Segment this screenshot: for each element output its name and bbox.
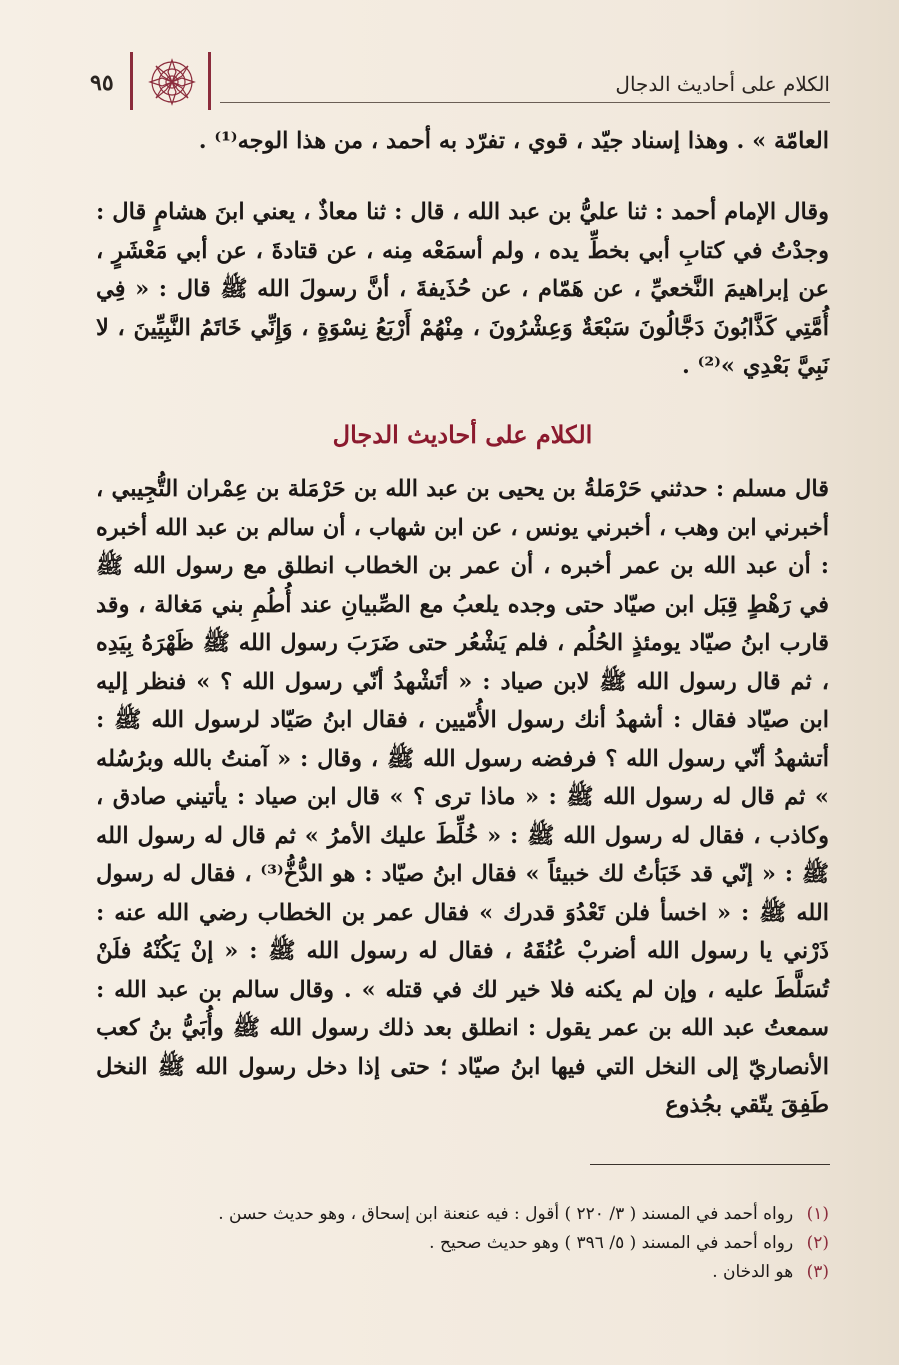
footnote-separator: [590, 1164, 830, 1165]
footnote-text: هو الدخان .: [712, 1262, 794, 1282]
main-paragraph: قال مسلم : حدثني حَرْمَلةُ بن يحيى بن عبد الله بن حَرْمَلة بن عِمْران التُّجِيبي ، أخبرني ابن وهب ، أخبرني يونس ، عن ابن شهاب ، أن سالم بن عبد الله أخبره : أن عبد الله بن عمر أخبره ، أن عمر بن الخطاب انطلق مع رسول الله ﷺ في رَهْطٍ قِبَل ابن صيّاد حتى وجده يلعبُ مع الصِّبيانِ عند أُطُمِ بني مَغالة ، وقد قارب ابنُ صيّاد يومئذٍ الحُلُم ، فلم يَشْعُر حتى ضَرَبَ رسول الله ﷺ ظَهْرَهُ بِيَدِه ، ثم قال رسول الله ﷺ لابن صياد : « أتَشْهدُ أنّي رسول الله ؟ » فنظر إليه ابن صيّاد فقال : أشهدُ أنك رسول الأُمّيين ، فقال ابنُ صَيّاد لرسول الله ﷺ : أتشهدُ أنّي رسول الله ؟ فرفضه رسول الله ﷺ ، وقال : « آمنتُ بالله وبرُسُله » ثم قال له رسول الله ﷺ : « ماذا ترى ؟ » قال ابن صياد : يأتيني صادق ، وكاذب ، فقال له رسول الله ﷺ : « خُلِّطَ عليك الأمرُ » ثم قال له رسول الله ﷺ : « إنّي قد خَبَأتُ لك خبيئاً » فقال ابنُ صيّاد : هو الدُّخُّ⁽³⁾ ، فقال له رسول الله ﷺ : « اخسأ فلن تَعْدُوَ قدرك » فقال عمر بن الخطاب رضي الله عنه : ذَرْني يا رسول الله أضربْ عُنُقَهُ ، فقال له رسول الله ﷺ : « إنْ يَكُنْهُ فلَنْ تُسَلَّطَ عليه ، وإن لم يكنه فلا خير لك في قتله » . وقال سالم بن عبد الله : سمعتُ عبد الله بن عمر يقول : انطلق بعد ذلك رسول الله ﷺ وأُبَيُّ بنُ كعب الأنصاريّ إلى النخل التي فيها ابنُ صيّاد ؛ حتى إذا دخل رسول الله ﷺ النخل طَفِقَ يتّقي بجُذوع: [96, 476, 830, 1118]
footnote-2: [96, 1229, 829, 1258]
footnote-number: (٣): [806, 1262, 829, 1282]
paragraph-2: وقال الإمام أحمد : ثنا عليُّ بن عبد الله ، قال : ثنا معاذٌ ، يعني ابنَ هشامٍ قال : وجدْتُ في كتابِ أبي بخطِّ يده ، ولم أسمَعْه مِنه ، عن قتادةَ ، عن أبي مَعْشَرٍ ، عن إبراهيمَ النَّخعيِّ ، عن هَمّام ، عن حُذَيفةَ ، أنَّ رسولَ الله ﷺ قال : « فِي أُمَّتِي كَذَّابُونَ دَجَّالُونَ سَبْعَةٌ وَعِشْرُونَ ، مِنْهُمْ أَرْبَعُ نِسْوَةٍ ، وَإِنِّي خَاتَمُ النَّبِيِّينَ ، لا نَبِيَّ بَعْدِي »⁽²⁾ .: [96, 199, 829, 379]
footnote-3: [96, 1258, 829, 1287]
footnote-1: [96, 1200, 829, 1229]
header-rule: [220, 102, 830, 103]
paragraph-1: العامّة » . وهذا إسناد جيّد ، قوي ، تفرّد به أحمد ، من هذا الوجه⁽¹⁾ .: [198, 128, 829, 154]
header-divider-left: [130, 52, 133, 110]
running-title: الكلام على أحاديث الدجال: [615, 72, 830, 96]
footnote-text: رواه أحمد في المسند ( ٥/ ٣٩٦ ) وهو حديث صحيح .: [429, 1233, 794, 1253]
page-number: ٩٥: [90, 70, 114, 96]
footnote-number: (١): [806, 1204, 829, 1224]
section-heading: الكلام على أحاديث الدجال: [332, 420, 593, 449]
footnotes: [96, 1200, 829, 1287]
header-divider-right: [208, 52, 211, 110]
footnote-text: رواه أحمد في المسند ( ٣/ ٢٢٠ ) أقول : فيه عنعنة ابن إسحاق ، وهو حديث حسن .: [218, 1204, 794, 1224]
page-header: [80, 52, 830, 112]
footnote-number: (٢): [806, 1233, 829, 1253]
rosette-ornament-icon: [142, 54, 202, 110]
